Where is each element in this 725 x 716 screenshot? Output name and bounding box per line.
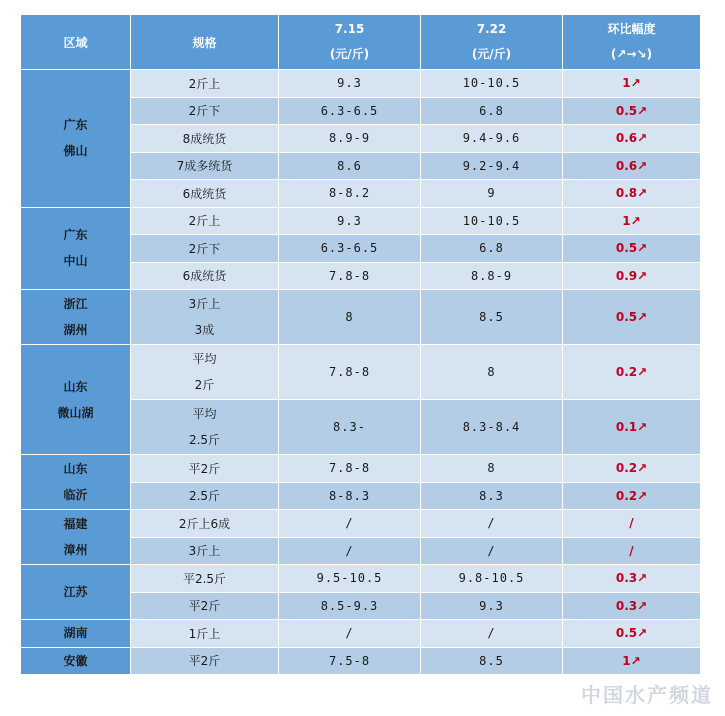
- table-row: [21, 455, 701, 483]
- table-row: [21, 565, 701, 593]
- price-0715: 8-8.3: [279, 482, 421, 510]
- price-0715: 9.3: [279, 207, 421, 235]
- price-0722: 9.2-9.4: [421, 152, 563, 180]
- price-0715: 9.3: [279, 70, 421, 98]
- change-cell: 1↗: [563, 647, 701, 675]
- region-cell: 江苏: [21, 565, 131, 620]
- price-0722: 8: [421, 455, 563, 483]
- header-date2: 7.22 (元/斤): [421, 15, 563, 70]
- price-0722: 9.8-10.5: [421, 565, 563, 593]
- spec-cell: 2斤下: [131, 235, 279, 263]
- change-cell: 0.5↗: [563, 290, 701, 345]
- table-row: [21, 70, 701, 98]
- spec-cell: 2斤上: [131, 70, 279, 98]
- price-0715: 8.9-9: [279, 125, 421, 153]
- table-row: [21, 620, 701, 648]
- price-0715: 9.5-10.5: [279, 565, 421, 593]
- region-cell: 浙江 湖州: [21, 290, 131, 345]
- price-0722: 8.8-9: [421, 262, 563, 290]
- price-0715: /: [279, 537, 421, 565]
- price-0722: 10-10.5: [421, 70, 563, 98]
- price-0722: 8.5: [421, 290, 563, 345]
- change-cell: 0.2↗: [563, 455, 701, 483]
- price-0715: /: [279, 510, 421, 538]
- spec-cell: 6成统货: [131, 180, 279, 208]
- region-cell: 湖南: [21, 620, 131, 648]
- spec-cell: 1斤上: [131, 620, 279, 648]
- change-cell: 1↗: [563, 70, 701, 98]
- spec-cell: 2斤上6成: [131, 510, 279, 538]
- price-0722: 9.4-9.6: [421, 125, 563, 153]
- change-cell: /: [563, 537, 701, 565]
- change-cell: 0.5↗: [563, 620, 701, 648]
- change-cell: 0.5↗: [563, 235, 701, 263]
- spec-cell: 2斤上: [131, 207, 279, 235]
- price-0715: 6.3-6.5: [279, 97, 421, 125]
- spec-cell: 平2.5斤: [131, 565, 279, 593]
- region-cell: 广东 佛山: [21, 70, 131, 208]
- spec-cell: 6成统货: [131, 262, 279, 290]
- price-0715: 8: [279, 290, 421, 345]
- price-0722: 8.3: [421, 482, 563, 510]
- price-0715: 7.8-8: [279, 455, 421, 483]
- price-0715: 7.8-8: [279, 262, 421, 290]
- change-cell: 0.6↗: [563, 152, 701, 180]
- region-cell: 广东 中山: [21, 207, 131, 290]
- change-cell: 0.2↗: [563, 345, 701, 400]
- table-row: [21, 647, 701, 675]
- price-0722: 6.8: [421, 97, 563, 125]
- price-0715: 8.5-9.3: [279, 592, 421, 620]
- price-0715: 7.5-8: [279, 647, 421, 675]
- region-cell: 福建 漳州: [21, 510, 131, 565]
- region-cell: 安徽: [21, 647, 131, 675]
- change-cell: 0.3↗: [563, 592, 701, 620]
- change-cell: 0.8↗: [563, 180, 701, 208]
- price-table: [20, 14, 701, 675]
- table-row: [21, 345, 701, 400]
- change-cell: 0.6↗: [563, 125, 701, 153]
- header-region: 区域: [21, 15, 131, 70]
- watermark-logo: 中国水产频道: [581, 683, 713, 707]
- spec-cell: 平2斤: [131, 455, 279, 483]
- change-cell: 0.3↗: [563, 565, 701, 593]
- table-row: [21, 207, 701, 235]
- spec-cell: 2斤下: [131, 97, 279, 125]
- price-0722: 10-10.5: [421, 207, 563, 235]
- header-date1: 7.15 (元/斤): [279, 15, 421, 70]
- header-spec: 规格: [131, 15, 279, 70]
- price-0722: 9.3: [421, 592, 563, 620]
- table-row: [21, 510, 701, 538]
- table-row: [21, 290, 701, 345]
- spec-cell: 7成多统货: [131, 152, 279, 180]
- header-row: [21, 15, 701, 70]
- price-0715: 8.3-: [279, 400, 421, 455]
- price-0715: /: [279, 620, 421, 648]
- spec-cell: 3斤上: [131, 537, 279, 565]
- change-cell: 0.5↗: [563, 97, 701, 125]
- price-0722: 8: [421, 345, 563, 400]
- change-cell: 0.9↗: [563, 262, 701, 290]
- price-0722: 8.3-8.4: [421, 400, 563, 455]
- price-0722: 6.8: [421, 235, 563, 263]
- region-cell: 山东 临沂: [21, 455, 131, 510]
- region-cell: 山东 微山湖: [21, 345, 131, 455]
- header-change: 环比幅度 (↗→↘): [563, 15, 701, 70]
- price-0715: 6.3-6.5: [279, 235, 421, 263]
- spec-cell: 3斤上 3成: [131, 290, 279, 345]
- spec-cell: 8成统货: [131, 125, 279, 153]
- price-0722: 8.5: [421, 647, 563, 675]
- spec-cell: 平2斤: [131, 592, 279, 620]
- price-0722: 9: [421, 180, 563, 208]
- change-cell: 0.2↗: [563, 482, 701, 510]
- spec-cell: 平均 2.5斤: [131, 400, 279, 455]
- change-cell: 0.1↗: [563, 400, 701, 455]
- price-0722: /: [421, 537, 563, 565]
- price-0715: 7.8-8: [279, 345, 421, 400]
- spec-cell: 平2斤: [131, 647, 279, 675]
- spec-cell: 平均 2斤: [131, 345, 279, 400]
- price-0722: /: [421, 510, 563, 538]
- price-0722: /: [421, 620, 563, 648]
- change-cell: 1↗: [563, 207, 701, 235]
- price-0715: 8.6: [279, 152, 421, 180]
- price-0715: 8-8.2: [279, 180, 421, 208]
- change-cell: /: [563, 510, 701, 538]
- spec-cell: 2.5斤: [131, 482, 279, 510]
